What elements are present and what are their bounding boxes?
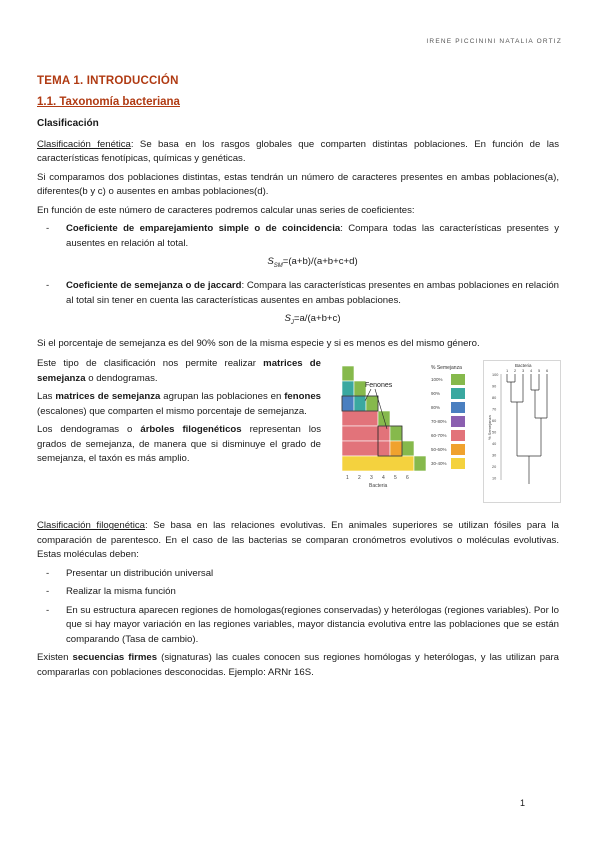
split-p1-bold: matrices de semejanza <box>37 358 322 384</box>
legend-swatch <box>451 430 465 441</box>
legend-swatch <box>451 416 465 427</box>
dendrogram-y-tick: 50 <box>492 430 497 435</box>
filogenetica-text: : Se basa en las relaciones evolutivas. En animales superiores se utilizan fósiles para la comparación de parentesco. En el caso de las bacterias se comparan cronómetros evolutivos o moléculas evolutivas. Estas moléculas deben: <box>37 520 559 561</box>
legend-swatch <box>451 444 465 455</box>
matrix-section <box>37 357 559 503</box>
section-title: 1.1. Taxonomía bacteriana <box>37 95 180 108</box>
matrix-legend <box>431 374 465 469</box>
matrix-cell <box>342 441 390 456</box>
matrix-cell <box>342 381 354 396</box>
filogenetica-paragraph <box>37 519 559 563</box>
formula-sj <box>66 312 559 330</box>
split-p1 <box>37 357 321 386</box>
formula2-expr: =a/(a+b+c) <box>293 313 341 325</box>
dendrogram-y-tick: 100 <box>492 373 499 378</box>
dendrogram-top-label: 5 <box>538 368 541 374</box>
split-p2 <box>37 390 321 419</box>
split-p1-post: o dendogramas. <box>85 372 158 384</box>
split-p2-post: (escalones) que comparten el mismo porcentaje de semejanza. <box>37 405 307 417</box>
filogenetica-label: Clasificación filogenética <box>37 520 145 532</box>
split-p1-pre: Este tipo de clasificación nos permite realizar <box>37 358 264 370</box>
legend-label: 30-40% <box>431 461 447 467</box>
axis-number: 2 <box>358 475 361 482</box>
axis-number: 1 <box>346 475 349 482</box>
legend-label: 80% <box>431 405 441 411</box>
coef1-bold: Coeficiente de emparejamiento simple o de coincidencia <box>66 223 341 234</box>
compare-paragraph: Si comparamos dos poblaciones distintas, estas tendrán un número de caracteres presentes en ambas poblaciones(a), diferentes(b y c) o ausentes en ambas poblaciones(d). <box>37 171 559 197</box>
coef1-item <box>37 222 559 273</box>
formula1-sub: SM <box>273 262 283 269</box>
dendrogram-y-tick: 20 <box>492 465 497 470</box>
legend-swatch <box>451 388 465 399</box>
matrix-text <box>37 357 321 471</box>
dendrogram-y-tick: 30 <box>492 453 497 458</box>
matrix-cell <box>354 396 366 411</box>
axis-number: 5 <box>394 475 397 482</box>
legend-label: 70-80% <box>431 419 447 425</box>
split-p3-pre: Los dendogramas o <box>37 424 141 436</box>
split-p3-post: representan los grados de semejanza, de manera que si disminuye el grado de semejanza, el taxón es más amplio. <box>37 424 322 465</box>
final-bold: secuencias firmes <box>72 652 158 664</box>
legend-label: 90% <box>431 391 441 397</box>
matrix-cell <box>366 396 378 411</box>
legend-label: 100% <box>431 377 443 383</box>
split-p2-pre: Las <box>37 391 56 403</box>
page-header-authors: IRENE PICCININI NATALIA ORTIZ <box>426 38 562 45</box>
matrix-cell <box>342 396 354 411</box>
dendrogram-y-tick: 40 <box>492 442 497 447</box>
axis-number: 4 <box>382 475 385 482</box>
coef2-bold: Coeficiente de semejanza o de jaccard <box>66 280 242 292</box>
matrix-cell <box>342 426 390 441</box>
dendrogram-top-label: 3 <box>522 368 525 374</box>
split-p3-bold: árboles filogenéticos <box>140 424 242 436</box>
chapter-title: TEMA 1. INTRODUCCIÓN <box>37 75 179 87</box>
formula-ssm <box>66 255 559 273</box>
dendrogram-title: Bacteria <box>515 363 532 369</box>
coef1-text: : Compara todas las características presentes y ausentes en relación al total. <box>66 223 560 249</box>
legend-swatch <box>451 374 465 385</box>
matrix-axis-numbers <box>346 475 409 481</box>
coef2-item <box>37 279 559 330</box>
split-p2-mid: agrupan las poblaciones en <box>160 391 285 403</box>
fenones-label: Fenones <box>365 382 393 390</box>
matrix-axis-title: Bacteria <box>369 483 388 490</box>
matrix-cell <box>390 426 402 441</box>
fenetica-text: : Se basa en los rasgos globales que comparten distintas poblaciones. En función de las características fenotípicas, químicas y genéticas. <box>37 138 560 164</box>
axis-number: 3 <box>370 475 373 482</box>
final-pre: Existen <box>37 652 73 664</box>
coef2-text: : Compara las características presentes en ambas poblaciones en relación al total sin tener en cuenta las características ausentes en ambas poblaciones. <box>66 280 559 306</box>
list-item: - En su estructura aparecen regiones de homologas(regiones conservadas) y heterólogas (regiones variables). Por lo que si hay mayor variación en las regiones variables, mayor distancia evolutiva entre las poblaciones que se están comparando (Tasa de cambio). <box>37 604 559 648</box>
final-paragraph <box>37 651 559 680</box>
formula1-expr: =(a+b)/(a+b+c+d) <box>282 256 358 267</box>
list-item: - Presentar un distribución universal <box>37 567 559 582</box>
fenetica-paragraph <box>37 138 559 167</box>
matrix-cell <box>390 441 402 456</box>
dendrogram-y-tick: 60 <box>492 419 497 424</box>
matrix-cell <box>414 456 426 471</box>
formula1-symbol: S <box>267 256 274 267</box>
axis-number: 6 <box>406 475 409 482</box>
dendrogram-y-tick: 90 <box>492 384 497 389</box>
matrix-cell <box>342 411 378 426</box>
matrix-cell <box>402 441 414 456</box>
dendrogram-y-tick: 10 <box>492 476 497 481</box>
similarity-matrix-figure <box>335 363 471 499</box>
legend-label: 50-60% <box>431 447 447 453</box>
legend-label: 60-70% <box>431 433 447 439</box>
dendrogram-figure <box>483 360 561 503</box>
molecule-requirements-list <box>37 567 559 648</box>
formula2-sub: J <box>290 320 294 327</box>
percent-paragraph: Si el porcentaje de semejanza es del 90% son de la misma especie y si es menos es del mismo género. <box>37 337 480 349</box>
split-p2-bold1: matrices de semejanza <box>55 391 161 403</box>
matrix-cell <box>342 456 414 471</box>
page-content <box>37 74 559 684</box>
list-item: - Realizar la misma función <box>37 585 559 600</box>
dendrogram-y-tick: 70 <box>492 407 497 412</box>
coefficient-list <box>37 222 559 331</box>
split-p3 <box>37 423 321 467</box>
legend-swatch <box>451 402 465 413</box>
legend-title: % Semejanza <box>431 365 462 372</box>
subsection-title: Clasificación <box>37 118 99 129</box>
formula2-symbol: S <box>284 313 291 325</box>
dendrogram-top-label: 1 <box>506 368 509 374</box>
page-number: 1 <box>520 798 526 808</box>
dendrogram-top-label: 6 <box>546 368 549 374</box>
fenetica-label: Clasificación fenética <box>37 138 131 150</box>
coef-intro-paragraph: En función de este número de caracteres podremos calcular unas series de coeficientes: <box>37 204 415 216</box>
final-post: (signaturas) las cuales conocen sus regiones homólogas y heterólogas, y las utilizan para compararlas con poblaciones desconocidas. Ejemplo: ARNr 16S. <box>37 652 559 678</box>
dendrogram-top-label: 2 <box>514 368 517 374</box>
matrix-cell <box>342 366 354 381</box>
split-p2-bold2: fenones <box>284 391 322 403</box>
dendrogram-y-label: % Semejanza <box>487 415 492 441</box>
dendrogram-top-label: 4 <box>530 368 533 374</box>
legend-swatch <box>451 458 465 469</box>
dendrogram-y-tick: 80 <box>492 396 497 401</box>
